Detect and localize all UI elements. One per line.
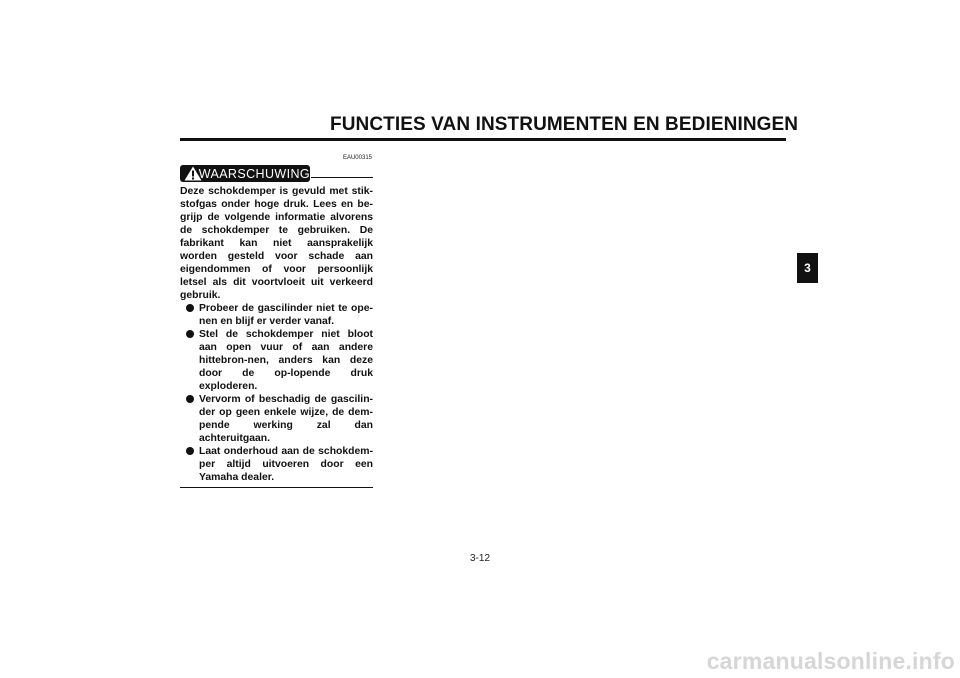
warning-block [180,162,373,488]
warning-label: WAARSCHUWING [198,166,310,181]
bullet-text: Probeer de gascilinder niet te ope-nen en blijf er verder vanaf. [199,303,373,327]
list-item [180,302,373,328]
warning-triangle-icon [184,165,197,182]
page-header-title: FUNCTIES VAN INSTRUMENTEN EN BEDIENINGEN [330,114,799,135]
warning-header-rule [311,177,373,178]
watermark-text: carmanualsonline.info [706,648,955,674]
warning-intro-text: Deze schokdemper is gevuld met stik-stofgas onder hoge druk. Lees en be-grijp de volgende informatie alvorens de schokdemper te gebruiken. De fabrikant kan niet aansprakelijk worden gesteld voor schade aan eigendommen of voor persoonlijk letsel als dit voortvloeit uit verkeerd gebruik. [180,186,373,301]
list-item [180,328,373,393]
bullet-text: Vervorm of beschadig de gascilin-der op geen enkele wijze, de dem-pende werking zal dan achteruitgaan. [199,394,373,444]
chapter-tab: 3 [797,253,818,283]
bullet-text: Laat onderhoud aan de schokdem-per altijd uitvoeren door een Yamaha dealer. [199,446,373,483]
warning-header [180,162,373,184]
page-number: 3-12 [469,553,490,564]
bullet-icon [186,304,194,312]
warning-label-box [180,165,310,182]
bullet-icon [186,330,194,338]
bullet-icon [186,447,194,455]
warning-bullet-list [180,302,373,484]
section-code: EAU00315 [342,155,372,161]
list-item [180,393,373,445]
bullet-text: Stel de schokdemper niet bloot aan open vuur of aan andere hittebron-nen, anders kan deze door de op-lopende druk exploderen. [199,329,373,392]
header-rule [180,138,786,141]
list-item [180,445,373,484]
warning-bottom-rule [180,487,373,488]
bullet-icon [186,395,194,403]
